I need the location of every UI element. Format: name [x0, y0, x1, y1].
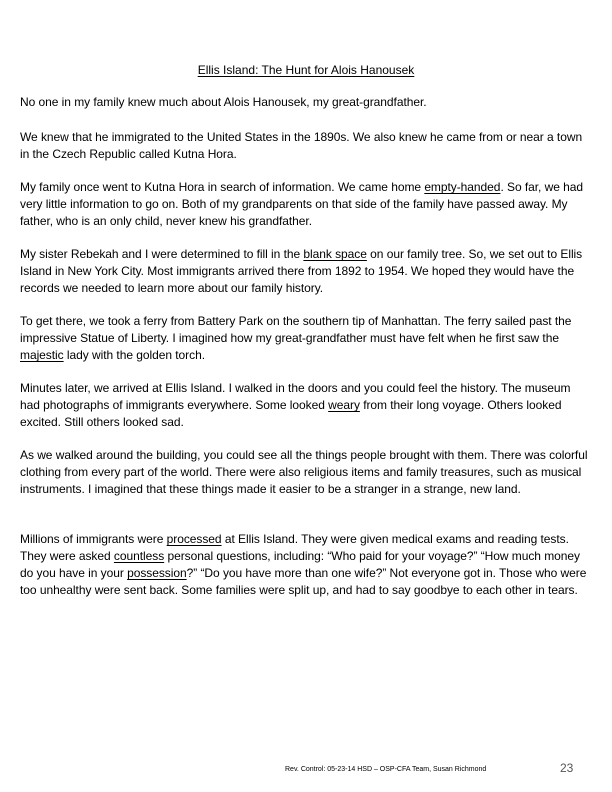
vocabulary-word: weary: [328, 398, 360, 412]
text-run: personal questions, including: “Who paid for your voyage?” “How much money do you have in your: [20, 549, 580, 580]
vocabulary-word: blank space: [303, 247, 367, 261]
revision-control-note: Rev. Control: 05-23-14 HSD – OSP-CFA Team, Susan Richmond: [285, 766, 487, 773]
text-run: ?” “Do you have more than one wife?” Not everyone got in. Those who were too unhealthy were sent back. Some families were split up, and had to say goodbye to each other in tears.: [20, 566, 587, 597]
paragraph: [20, 94, 588, 111]
vocabulary-word: processed: [166, 532, 222, 546]
paragraph: [20, 129, 588, 163]
text-run: from their long voyage. Others looked excited. Still others looked sad.: [20, 398, 562, 429]
paragraph: [20, 179, 588, 230]
vocabulary-word: empty-handed: [424, 180, 501, 194]
paragraph: [20, 447, 588, 498]
vocabulary-word: possession: [127, 566, 187, 580]
text-run: at Ellis Island. They were given medical exams and reading tests. They were asked: [20, 532, 569, 563]
vocabulary-word: countless: [113, 549, 165, 563]
document-title: Ellis Island: The Hunt for Alois Hanousek: [197, 63, 415, 77]
page-number: 23: [560, 761, 574, 775]
text-run: My sister Rebekah and I were determined to fill in the: [20, 247, 304, 261]
paragraph: [20, 380, 588, 431]
text-run: To get there, we took a ferry from Battery Park on the southern tip of Manhattan. The ferry sailed past the impressive Statue of Liberty. I imagined how my great-grandfather must have felt when he first saw the: [20, 314, 572, 345]
paragraph: [20, 531, 588, 599]
text-run: Millions of immigrants were: [20, 532, 167, 546]
text-run: lady with the golden torch.: [63, 348, 205, 362]
vocabulary-word: majestic: [20, 348, 64, 362]
text-run: No one in my family knew much about Alois Hanousek, my great-grandfather.: [20, 95, 427, 109]
text-run: My family once went to Kutna Hora in search of information. We came home: [20, 180, 425, 194]
paragraph: [20, 246, 588, 297]
text-run: We knew that he immigrated to the United States in the 1890s. We also knew he came from or near a town in the Czech Republic called Kutna Hora.: [20, 130, 583, 161]
text-run: As we walked around the building, you could see all the things people brought with them. There was colorful clothing from every part of the world. There were also religious items and family treasures, such as musical instruments. I imagined that these things made it easier to be a stranger in a strange, new land.: [20, 448, 588, 496]
text-run: . So far, we had very little information to go on. Both of my grandparents on that side of the family have passed away. My father, who is an only child, never knew his grandfather.: [20, 180, 584, 228]
paragraph: [20, 313, 588, 364]
text-run: on our family tree. So, we set out to Ellis Island in New York City. Most immigrants arrived there from 1892 to 1954. We hoped they would have the records we needed to learn more about our family history.: [20, 247, 583, 295]
text-run: Minutes later, we arrived at Ellis Island. I walked in the doors and you could feel the history. The museum had photographs of immigrants everywhere. Some looked: [20, 381, 571, 412]
